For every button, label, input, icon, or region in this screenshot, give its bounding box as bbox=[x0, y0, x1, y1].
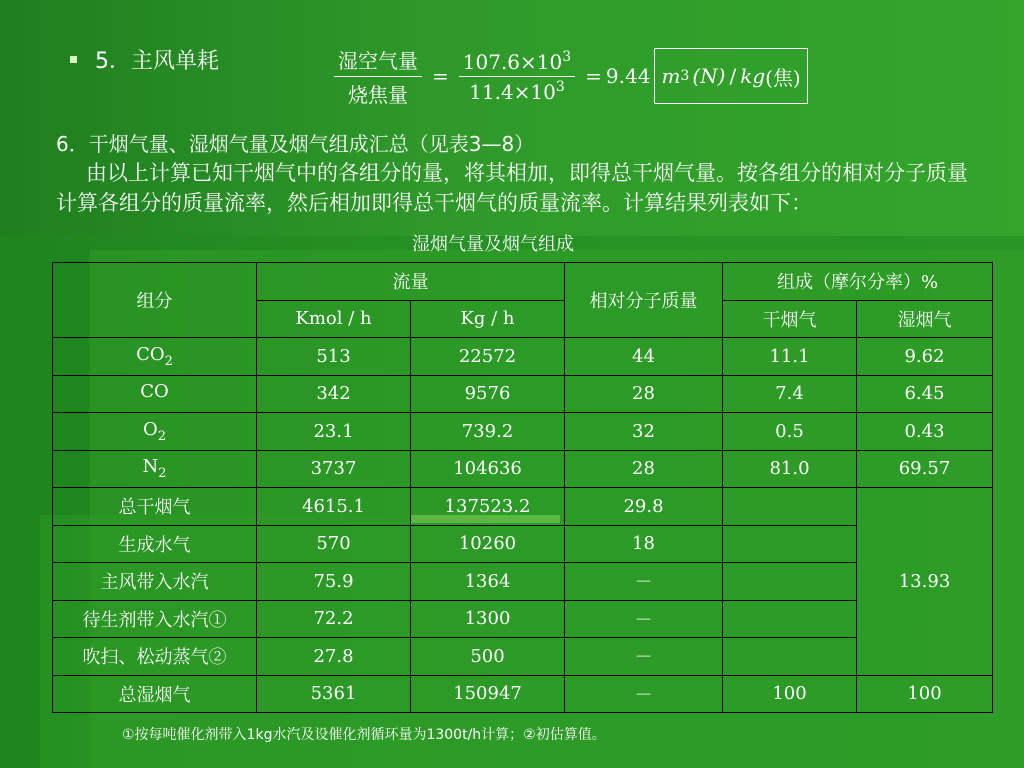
row-component: $CO_2$ bbox=[53, 338, 257, 376]
row-dry bbox=[723, 525, 857, 563]
row-dry: 81.0 bbox=[723, 450, 857, 488]
row-component: 吹扫、松动蒸气② bbox=[53, 638, 257, 676]
row-kmol: 23.1 bbox=[257, 413, 411, 451]
row-component: 主风带入水汽 bbox=[53, 563, 257, 601]
row-kg: 500 bbox=[411, 638, 565, 676]
row-dry bbox=[723, 600, 857, 638]
row-dry: 0.5 bbox=[723, 413, 857, 451]
row-kmol: 72.2 bbox=[257, 600, 411, 638]
formula-unit: m 3 (N) / kg (焦) bbox=[654, 48, 807, 104]
row-dry: 7.4 bbox=[723, 375, 857, 413]
header-kmol: Kmol / h bbox=[257, 300, 411, 338]
row-component: CO bbox=[53, 375, 257, 413]
header-component: 组分 bbox=[53, 263, 257, 338]
row-wet: 0.43 bbox=[857, 413, 993, 451]
row-kg: 10260 bbox=[411, 525, 565, 563]
bullet-item-5 bbox=[70, 44, 219, 75]
row-wet: 69.57 bbox=[857, 450, 993, 488]
row-kg: 1300 bbox=[411, 600, 565, 638]
row-kg: 9576 bbox=[411, 375, 565, 413]
section-6-paragraph: 由以上计算已知干烟气中的各组分的量，将其相加，即得总干烟气量。按各组分的相对分子质量计算各组分的质量流率，然后相加即得总干烟气的质量流率。计算结果列表如下： bbox=[56, 161, 968, 215]
row-kg: 22572 bbox=[411, 338, 565, 376]
table-row bbox=[53, 375, 993, 413]
row-kmol: 513 bbox=[257, 338, 411, 376]
row-component: $N_2$ bbox=[53, 450, 257, 488]
row-component: 总干烟气 bbox=[53, 488, 257, 526]
table-row bbox=[53, 525, 993, 563]
row-kmol: 27.8 bbox=[257, 638, 411, 676]
row-kmol: 570 bbox=[257, 525, 411, 563]
row-kg: 104636 bbox=[411, 450, 565, 488]
header-dry-gas: 干烟气 bbox=[723, 300, 857, 338]
row-mw: 28 bbox=[565, 375, 723, 413]
row-kg: 137523.2 bbox=[411, 488, 565, 526]
value-numerator: $107.6\times 10^3$ bbox=[462, 48, 572, 74]
row-wet: 6.45 bbox=[857, 375, 993, 413]
row-dry bbox=[723, 488, 857, 526]
row-dry bbox=[723, 563, 857, 601]
row-kg: 150947 bbox=[411, 675, 565, 713]
value-denominator: $11.4\times 10^3$ bbox=[469, 78, 565, 104]
row-mw: － bbox=[565, 600, 723, 638]
row-component: $O_2$ bbox=[53, 413, 257, 451]
table-row bbox=[53, 638, 993, 676]
table-row bbox=[53, 675, 993, 713]
row-mw: 29.8 bbox=[565, 488, 723, 526]
row-mw: 44 bbox=[565, 338, 723, 376]
row-kmol: 4615.1 bbox=[257, 488, 411, 526]
table-footnote: ①按每吨催化剂带入1kg水汽及设催化剂循环量为1300t/h计算；②初估算值。 bbox=[122, 727, 606, 743]
table-row bbox=[53, 600, 993, 638]
section-6-heading: 6．干烟气量、湿烟气量及烟气组成汇总（见表3—8） bbox=[56, 132, 535, 156]
row-mw: － bbox=[565, 675, 723, 713]
header-molecular-weight: 相对分子质量 bbox=[565, 263, 723, 338]
table-row bbox=[53, 488, 993, 526]
lhs-fraction bbox=[334, 43, 422, 110]
row-wet: 9.62 bbox=[857, 338, 993, 376]
value-fraction bbox=[459, 47, 575, 106]
table-row bbox=[53, 563, 993, 601]
lhs-numerator: 湿空气量 bbox=[338, 48, 418, 73]
square-bullet-icon bbox=[70, 56, 77, 63]
row-mw: 18 bbox=[565, 525, 723, 563]
flue-gas-table bbox=[52, 262, 993, 713]
header-kg: Kg / h bbox=[411, 300, 565, 338]
row-dry: 100 bbox=[723, 675, 857, 713]
row-wet: 100 bbox=[857, 675, 993, 713]
header-wet-gas: 湿烟气 bbox=[857, 300, 993, 338]
row-dry bbox=[723, 638, 857, 676]
row-kmol: 5361 bbox=[257, 675, 411, 713]
header-composition: 组成（摩尔分率）% bbox=[723, 263, 993, 301]
formula-result: 9.44 bbox=[605, 64, 651, 88]
row-kg: 739.2 bbox=[411, 413, 565, 451]
row-component: 总湿烟气 bbox=[53, 675, 257, 713]
table-row bbox=[53, 450, 993, 488]
row-component: 待生剂带入水汽① bbox=[53, 600, 257, 638]
row-wet-water-merged: 13.93 bbox=[857, 488, 993, 676]
row-mw: － bbox=[565, 563, 723, 601]
row-component: 生成水气 bbox=[53, 525, 257, 563]
table-row bbox=[53, 338, 993, 376]
row-dry: 11.1 bbox=[723, 338, 857, 376]
row-kmol: 75.9 bbox=[257, 563, 411, 601]
row-kg: 1364 bbox=[411, 563, 565, 601]
row-mw: － bbox=[565, 638, 723, 676]
air-consumption-formula: $\frac{\text{湿空气量}}{\text{烧焦量}}$ = $\frac{107.6\times 10^3}{11.4\times 10^3}$ = 9.44 m 3 (N) / kg (焦) bbox=[328, 40, 808, 112]
row-kmol: 3737 bbox=[257, 450, 411, 488]
header-flow: 流量 bbox=[257, 263, 565, 301]
row-mw: 28 bbox=[565, 450, 723, 488]
table-row bbox=[53, 413, 993, 451]
bullet-text: 5．主风单耗 bbox=[95, 49, 219, 74]
table-caption: 湿烟气量及烟气组成 bbox=[412, 234, 574, 255]
row-mw: 32 bbox=[565, 413, 723, 451]
row-kmol: 342 bbox=[257, 375, 411, 413]
lhs-denominator: 烧焦量 bbox=[348, 82, 408, 107]
